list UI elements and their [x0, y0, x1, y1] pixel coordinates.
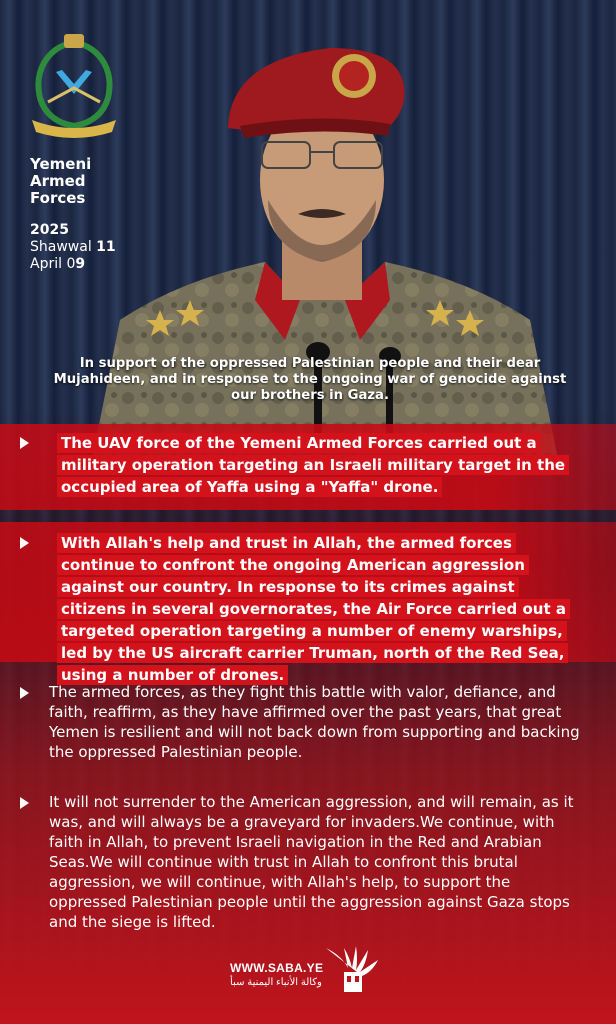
org-title [30, 156, 120, 207]
point-2 [20, 532, 580, 686]
org-title-line1: Yemeni [30, 155, 92, 173]
hijri-date [30, 239, 116, 256]
triangle-bullet-icon [20, 437, 29, 449]
org-title-line2: Armed [30, 172, 86, 190]
gregorian-month: April [30, 256, 62, 272]
point-3 [20, 682, 580, 762]
gregorian-date [30, 256, 116, 273]
date-year: 2025 [30, 222, 69, 238]
hijri-day: 11 [96, 239, 116, 255]
date-block [30, 222, 116, 273]
org-title-line3: Forces [30, 189, 86, 207]
point-3-text: The armed forces, as they fight this battle with valor, defiance, and faith, reaffirm, as they have affirmed over the past years, that great Yemen is resilient and will not back down from supporting and backing the oppressed Palestinian people. [49, 683, 580, 761]
hijri-month: Shawwal [30, 239, 92, 255]
point-1 [20, 432, 580, 498]
saba-agency-name: وكالة الأنباء اليمنية سبأ [230, 977, 322, 988]
intro-statement: In support of the oppressed Palestinian people and their dear Mujahideen, and in response to the ongoing war of genocide against our brothers in Gaza. [53, 356, 567, 403]
point-2-text: With Allah's help and trust in Allah, the armed forces continue to confront the ongoing American aggression against our country. In response to its crimes against citizens in several governorates, the Air Force carried out a targeted operation targeting a number of enemy warships, led by the US aircraft carrier Truman, north of the Red Sea, using a number of drones. [57, 533, 570, 685]
point-4-text: It will not surrender to the American aggression, and will remain, as it was, and will always be a graveyard for invaders.We continue, with faith in Allah, to prevent Israeli navigation in the Red and Arabian Seas.We will continue with trust in Allah to confront this brutal aggression, we will continue, with Allah's help, to support the oppressed Palestinian people until the aggression against Gaza stops and the siege is lifted. [49, 793, 574, 931]
point-4 [20, 792, 580, 932]
saba-url: WWW.SABA.YE [230, 961, 324, 975]
saba-logo-icon [322, 938, 382, 994]
triangle-bullet-icon [20, 687, 29, 699]
footer [0, 934, 616, 1004]
triangle-bullet-icon [20, 537, 29, 549]
armed-forces-emblem [26, 32, 122, 140]
gregorian-day-prefix: 0 [66, 256, 76, 272]
gregorian-day: 9 [75, 256, 86, 272]
triangle-bullet-icon [20, 797, 29, 809]
point-1-text: The UAV force of the Yemeni Armed Forces carried out a military operation targeting an Israeli military target in the occupied area of Yaffa using a "Yaffa" drone. [57, 433, 569, 497]
